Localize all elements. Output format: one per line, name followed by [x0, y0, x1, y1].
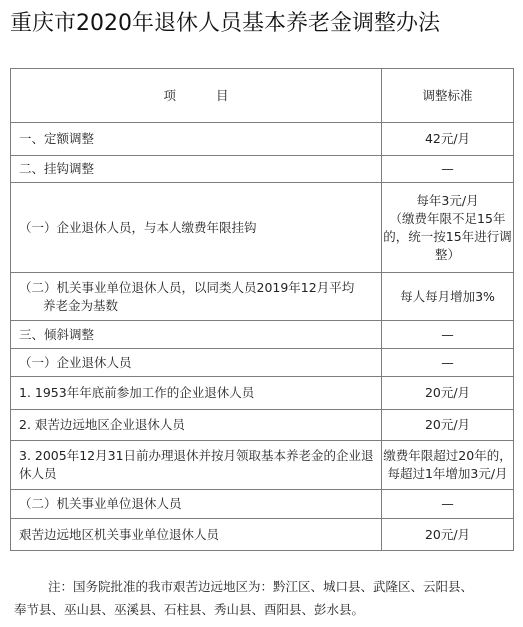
row-value: 20元/月 [382, 519, 514, 551]
table-row [11, 441, 514, 490]
table-row [11, 377, 514, 410]
table-row [11, 123, 514, 156]
row-item: 一、定额调整 [11, 123, 382, 156]
row-value: — [382, 349, 514, 377]
page-title: 重庆市2020年退休人员基本养老金调整办法 [10, 11, 440, 36]
footnote [14, 575, 514, 621]
row-value: — [382, 156, 514, 183]
table-row [11, 156, 514, 183]
row-value: 20元/月 [382, 410, 514, 441]
footnote-line: 奉节县、巫山县、巫溪县、石柱县、秀山县、酉阳县、彭水县。 [14, 602, 365, 617]
row-value: 每年3元/月 （缴费年限不足15年 的，统一按15年进行调 整） [382, 183, 514, 273]
row-item: 3. 2005年12月31日前办理退休并按月领取基本养老金的企业退 休人员 [11, 441, 382, 490]
row-value: 42元/月 [382, 123, 514, 156]
row-item: （二）机关事业单位退休人员 [11, 490, 382, 519]
item-column-header: 项 目 [11, 69, 382, 123]
row-value: — [382, 321, 514, 349]
standard-column-header: 调整标准 [382, 69, 514, 123]
adjustment-table [10, 68, 514, 551]
table-header-row [11, 69, 514, 123]
row-value: 每人每月增加3% [382, 273, 514, 321]
row-item: 2. 艰苦边远地区企业退休人员 [11, 410, 382, 441]
row-value: — [382, 490, 514, 519]
table-row [11, 321, 514, 349]
row-item: （二）机关事业单位退休人员，以同类人员2019年12月平均 养老金为基数 [11, 273, 382, 321]
row-item: 二、挂钩调整 [11, 156, 382, 183]
table-row [11, 349, 514, 377]
row-value: 20元/月 [382, 377, 514, 410]
footnote-line: 注：国务院批准的我市艰苦边远地区为：黔江区、城口县、武隆区、云阳县、 [48, 579, 474, 594]
row-item: 艰苦边远地区机关事业单位退休人员 [11, 519, 382, 551]
row-item: （一）企业退休人员 [11, 349, 382, 377]
row-item: （一）企业退休人员，与本人缴费年限挂钩 [11, 183, 382, 273]
table-row [11, 519, 514, 551]
table-row [11, 490, 514, 519]
table-row [11, 273, 514, 321]
row-item: 1. 1953年年底前参加工作的企业退休人员 [11, 377, 382, 410]
table-row [11, 410, 514, 441]
row-value: 缴费年限超过20年的， 每超过1年增加3元/月 [382, 441, 514, 490]
table-row [11, 183, 514, 273]
row-item: 三、倾斜调整 [11, 321, 382, 349]
